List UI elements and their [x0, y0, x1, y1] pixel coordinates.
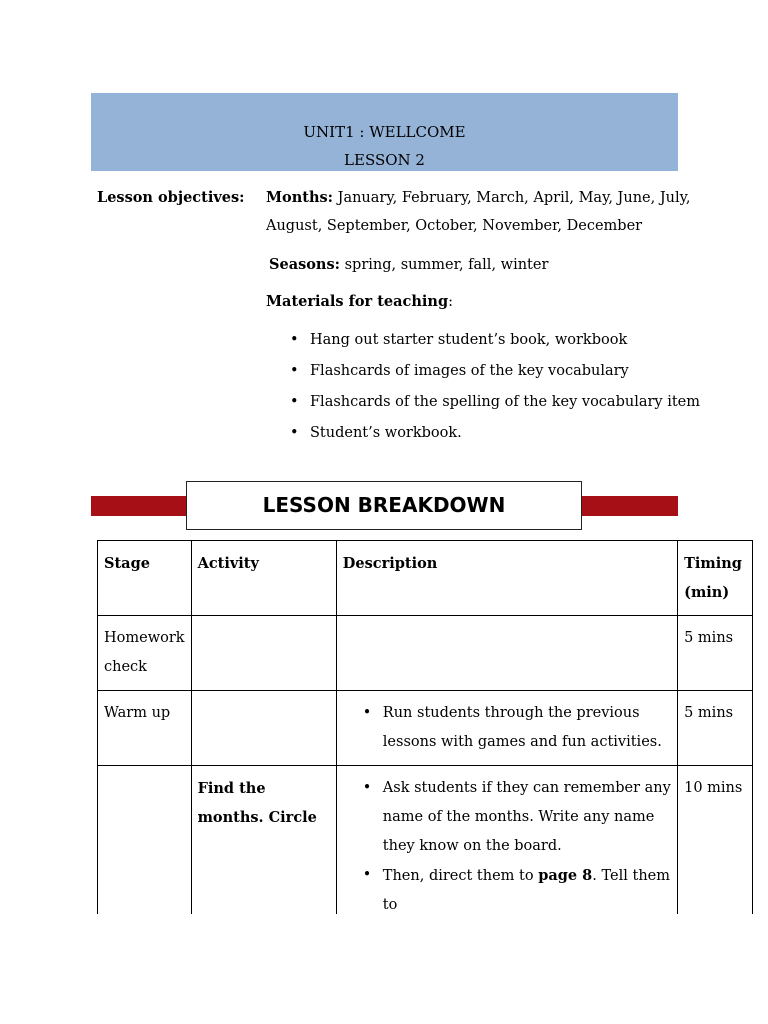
lesson-title: LESSON 2	[344, 151, 425, 169]
description-text: Then, direct them to	[382, 868, 539, 884]
bullet-icon: •	[290, 425, 299, 441]
objectives-label: Lesson objectives:	[97, 189, 245, 206]
stage-cell: Warm up	[98, 691, 192, 766]
list-item	[363, 861, 671, 914]
months-label: Months:	[266, 189, 334, 206]
material-text: Student’s workbook.	[310, 425, 462, 441]
seasons-values: spring, summer, fall, winter	[340, 257, 549, 273]
header-stage: Stage	[98, 541, 192, 616]
header-activity: Activity	[191, 541, 336, 616]
stage-cell: Homework check	[98, 616, 192, 691]
lesson-breakdown-table	[97, 540, 753, 914]
description-cell	[336, 766, 677, 915]
seasons-label: Seasons:	[269, 256, 340, 273]
description-text: Run students through the previous lessons with games and fun activities.	[382, 705, 662, 750]
description-list	[343, 774, 671, 914]
table-header-row	[98, 541, 753, 616]
materials-label: Materials for teaching	[266, 293, 449, 310]
months-values-1: January, February, March, April, May, June, July,	[333, 190, 691, 206]
description-text: Ask students if they can remember any name of the months. Write any name they know on the board.	[382, 780, 671, 854]
activity-cell	[191, 691, 336, 766]
material-text: Hang out starter student’s book, workbook	[310, 332, 628, 348]
header-timing: Timing (min)	[678, 541, 753, 616]
list-item	[363, 699, 671, 757]
material-text: Flashcards of the spelling of the key vocabulary item	[310, 394, 701, 410]
description-cell	[336, 691, 677, 766]
material-text: Flashcards of images of the key vocabulary	[310, 363, 629, 379]
bullet-icon: •	[362, 780, 372, 796]
table-row	[98, 691, 753, 766]
unit-title: UNIT1 : WELLCOME	[303, 123, 466, 141]
timing-cell: 10 mins	[678, 766, 753, 915]
timing-cell: 5 mins	[678, 691, 753, 766]
header-description: Description	[336, 541, 677, 616]
months-line-2: August, September, October, November, December	[266, 218, 643, 234]
description-bold-text: page 8	[538, 867, 593, 884]
table-row	[98, 616, 753, 691]
activity-cell: Find the months. Circle	[191, 766, 336, 915]
description-text: . Tell them to	[382, 868, 670, 913]
description-list	[343, 699, 671, 757]
bullet-icon: •	[362, 867, 372, 883]
list-item	[363, 774, 671, 861]
activity-cell	[191, 616, 336, 691]
lesson-breakdown-heading: LESSON BREAKDOWN	[186, 481, 582, 530]
bullet-icon: •	[290, 332, 299, 348]
timing-cell: 5 mins	[678, 616, 753, 691]
bullet-icon: •	[362, 705, 372, 721]
stage-cell	[98, 766, 192, 915]
bullet-icon: •	[290, 363, 299, 379]
bullet-icon: •	[290, 394, 299, 410]
table-row	[98, 766, 753, 915]
description-cell	[336, 616, 677, 691]
materials-colon: :	[448, 294, 453, 310]
